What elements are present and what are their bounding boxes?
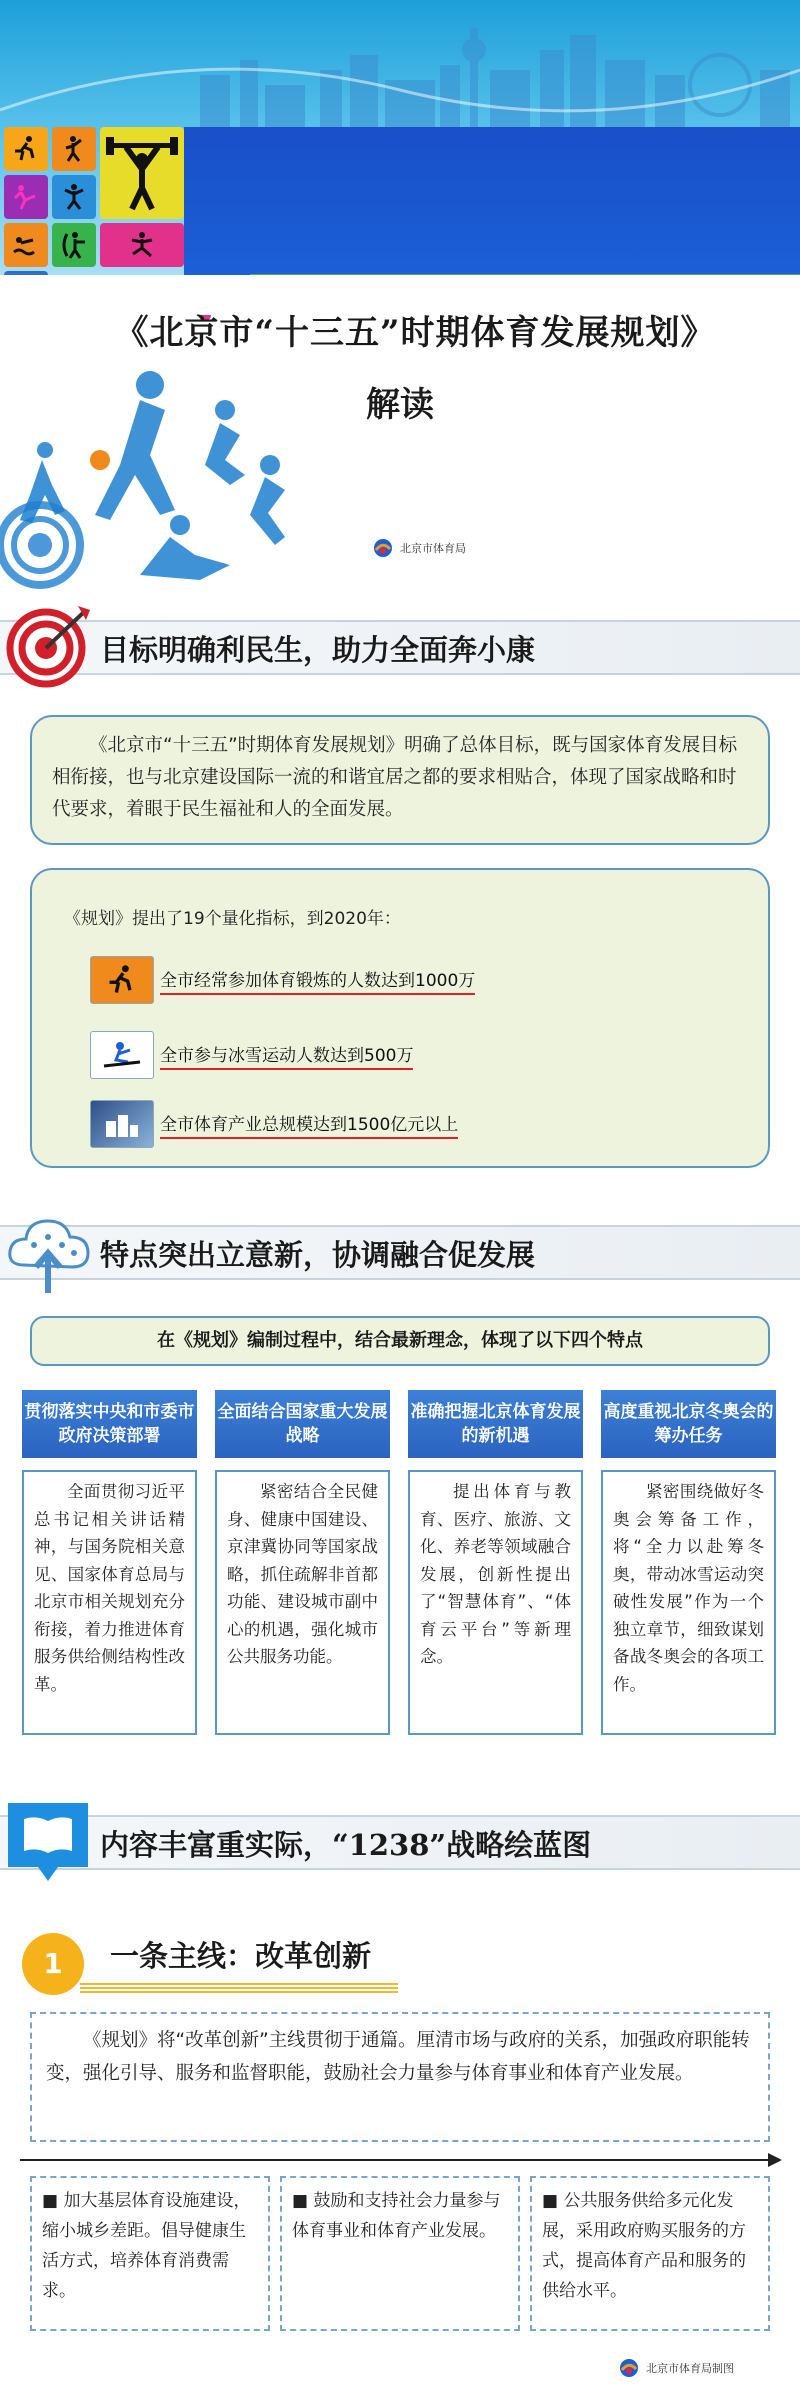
section2-header (0, 1205, 800, 1295)
industry-icon (90, 1100, 154, 1148)
column-1-text: ■ 加大基层体育设施建设，缩小城乡差距。倡导健康生活方式，培养体育消费需求。 (42, 2191, 251, 2301)
section2-title: 特点突出立意新，协调融合促发展 (100, 1238, 536, 1272)
book-icon (4, 1795, 94, 1885)
header-banner (0, 0, 800, 275)
column-2-text: ■ 鼓励和支持社会力量参与体育事业和体育产业发展。 (292, 2191, 501, 2241)
section3-title: 内容丰富重实际，“1238”战略绘蓝图 (100, 1828, 592, 1862)
quant-heading: 《规划》提出了19个量化指标，到2020年： (64, 909, 401, 929)
athletes-graphic (0, 315, 330, 605)
swimmer-icon (4, 223, 48, 267)
org-emblem-icon (372, 537, 394, 559)
city-skyline-graphic (0, 0, 800, 130)
feature-3-body: 提出体育与教育、医疗、旅游、文化、养老等领域融合发展，创新性提出了“智慧体育”、“体育云平台”等新理念。 (408, 1470, 583, 1735)
quant-item-label: 全市经常参加体育锻炼的人数达到1000万 (160, 966, 475, 995)
archer-icon (52, 175, 96, 219)
header-blue-band (184, 127, 800, 275)
reform-paragraph: 《规划》将“改革创新”主线贯彻于通篇。厘清市场与政府的关系，加强政府职能转变，强化引导、服务和监督职能，鼓励社会力量参与体育事业和体育产业发展。 (46, 2030, 750, 2084)
footer-credit (618, 2357, 734, 2379)
section1-header (0, 600, 800, 690)
feature-2-title: 全面结合国家重大发展战略 (215, 1390, 390, 1458)
feature-2-body: 紧密结合全民健身、健康中国建设、京津冀协同等国家战略，抓住疏解非首都功能、建设城市副中心的机遇，强化城市公共服务功能。 (215, 1470, 390, 1735)
feature-4-body: 紧密围绕做好冬奥会筹备工作，将“全力以赴筹冬奥，带动冰雪运动突破性发展”作为一个独立章节，细致谋划备战冬奥会的各项工作。 (601, 1470, 776, 1735)
feature-3-title: 准确把握北京体育发展的新机遇 (408, 1390, 583, 1458)
section3-header (0, 1795, 800, 1885)
target-icon (4, 600, 94, 690)
gymnast-icon (4, 175, 48, 219)
org-name: 北京市体育局 (400, 542, 466, 555)
org-emblem-icon (618, 2357, 640, 2379)
feature-1-body: 全面贯彻习近平总书记相关讲话精神，与国务院相关意见、国家体育总局与北京市相关规划充分衔接，着力推进体育服务供给侧结构性改革。 (22, 1470, 197, 1735)
archery-icon (52, 223, 96, 267)
basketball-player-icon (52, 127, 96, 171)
sport-icons-grid (4, 127, 184, 267)
quant-item-3 (90, 1100, 458, 1148)
page-subtitle: 解读 (366, 385, 434, 425)
feature-4-title: 高度重视北京冬奥会的筹办任务 (601, 1390, 776, 1458)
quant-item-2 (90, 1031, 413, 1079)
main-line-title: 一条主线：改革创新 (110, 1939, 372, 1973)
line-number-badge: 1 (22, 1933, 84, 1995)
arrow-right-icon (768, 2153, 782, 2167)
feature-1-title: 贯彻落实中央和市委市政府决策部署 (22, 1390, 197, 1458)
cloud-upload-icon (4, 1205, 94, 1295)
dancer-icon (100, 223, 184, 267)
weightlifter-icon (100, 127, 184, 219)
intro-paragraph: 《北京市“十三五”时期体育发展规划》明确了总体目标，既与国家体育发展目标相衔接，也与北京建设国际一流的和谐宜居之都的要求相贴合，体现了国家战略和时代要求，着眼于民生福祉和人的全面发展。 (52, 735, 738, 820)
column-3-text: ■ 公共服务供给多元化发展，采用政府购买服务的方式，提高体育产品和服务的供给水平。 (542, 2191, 746, 2301)
timeline-line (20, 2159, 780, 2161)
title-underline (80, 1983, 398, 1993)
runner-icon (4, 127, 48, 171)
section1-title: 目标明确利民生，助力全面奔小康 (100, 633, 536, 667)
quant-item-label: 全市参与冰雪运动人数达到500万 (160, 1041, 413, 1070)
quant-item-1 (90, 956, 475, 1004)
skier-icon (90, 1031, 154, 1079)
footer-text: 北京市体育局制图 (646, 2362, 734, 2375)
page-title: 《北京市“十三五”时期体育发展规划》 (114, 313, 716, 353)
quant-item-label: 全市体育产业总规模达到1500亿元以上 (160, 1110, 458, 1139)
org-logo (372, 537, 466, 559)
features-banner: 在《规划》编制过程中，结合最新理念，体现了以下四个特点 (30, 1316, 770, 1366)
runner-icon (90, 956, 154, 1004)
